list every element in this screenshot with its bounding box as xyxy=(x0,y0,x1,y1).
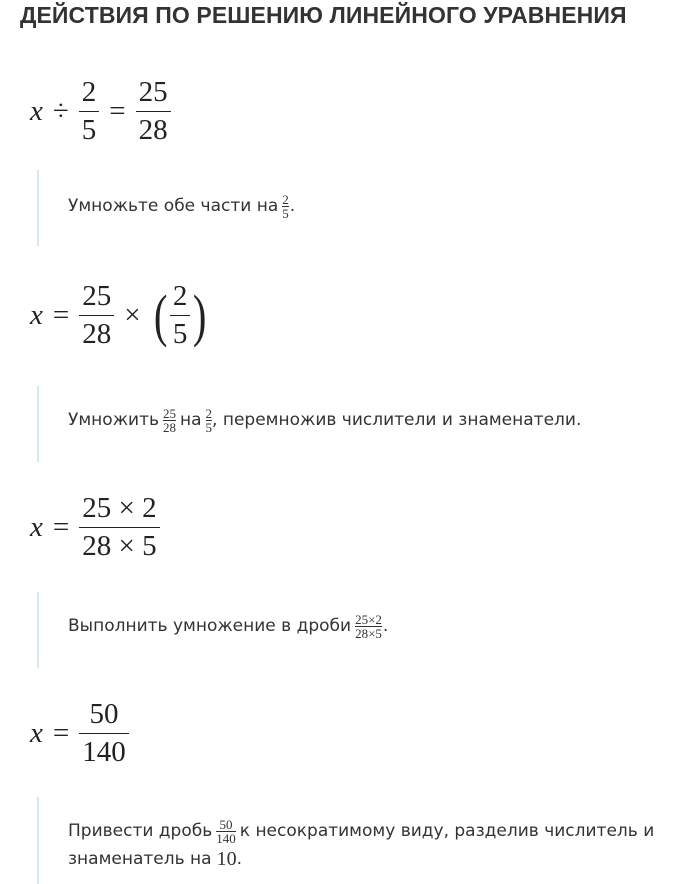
divisor-number: 10 xyxy=(216,848,237,870)
numerator: 50 xyxy=(219,816,233,832)
step-text: Умножьте обе части на xyxy=(68,196,279,216)
fraction-2-5 xyxy=(79,76,100,147)
times-operator: × xyxy=(124,299,141,331)
numerator: 25 xyxy=(163,405,176,421)
page-title: ДЕЙСТВИЯ ПО РЕШЕНИЮ ЛИНЕЙНОГО УРАВНЕНИЯ xyxy=(20,2,627,28)
variable-x: x xyxy=(30,299,43,331)
step-explanation-2 xyxy=(37,386,581,462)
numerator: 2 xyxy=(282,191,289,207)
numerator: 25×2 xyxy=(355,611,382,627)
equation-1 xyxy=(30,76,171,147)
numerator: 50 xyxy=(89,698,119,730)
denominator: 28 xyxy=(136,111,171,147)
step-explanation-1 xyxy=(37,170,295,246)
step-text: на xyxy=(180,410,202,430)
numerator: 25 xyxy=(138,76,168,108)
period: . xyxy=(289,196,296,216)
step-explanation-4 xyxy=(37,797,684,884)
numerator: 2 xyxy=(81,76,97,108)
denominator: 28 xyxy=(163,419,176,435)
variable-x: x xyxy=(30,511,43,543)
numerator: 25 × 2 xyxy=(82,492,157,524)
denominator: 5 xyxy=(170,315,191,351)
step-text: Привести дробь xyxy=(68,821,213,841)
period: . xyxy=(236,849,242,869)
inline-fraction xyxy=(216,818,236,845)
variable-x: x xyxy=(30,717,43,749)
right-parenthesis: ) xyxy=(193,282,207,348)
equation-4 xyxy=(30,698,129,769)
step-text: Умножить xyxy=(68,410,159,430)
fraction-2-5 xyxy=(170,280,191,351)
fraction-50-140 xyxy=(79,698,129,769)
divide-operator: ÷ xyxy=(52,95,69,127)
equals-sign: = xyxy=(52,299,70,331)
equation-2 xyxy=(30,280,210,351)
step-text: , перемножив числители и знаменатели. xyxy=(212,410,582,430)
fraction-25-28 xyxy=(136,76,171,147)
equals-sign: = xyxy=(52,717,70,749)
step-text: Выполнить умножение в дроби xyxy=(68,616,352,636)
inline-fraction xyxy=(163,407,176,434)
equals-sign: = xyxy=(52,511,70,543)
step-explanation-3 xyxy=(37,592,388,668)
inline-fraction xyxy=(282,193,289,220)
denominator: 140 xyxy=(216,830,236,846)
numerator: 2 xyxy=(205,405,213,421)
denominator: 5 xyxy=(205,419,213,435)
denominator: 28×5 xyxy=(355,625,382,641)
fraction-product xyxy=(79,492,159,563)
period: . xyxy=(382,616,389,636)
fraction-25-28 xyxy=(79,280,114,351)
denominator: 28 xyxy=(79,315,114,351)
variable-x: x xyxy=(30,95,43,127)
inline-fraction xyxy=(355,613,382,640)
equals-sign: = xyxy=(109,95,126,127)
numerator: 2 xyxy=(172,280,188,312)
step-text: знаменатель на xyxy=(68,849,212,869)
denominator: 140 xyxy=(79,733,129,769)
step-text: к несократимому виду, разделив числитель и xyxy=(239,821,655,841)
equation-3 xyxy=(30,492,160,563)
numerator: 25 xyxy=(82,280,112,312)
denominator: 5 xyxy=(79,111,100,147)
denominator: 28 × 5 xyxy=(79,527,159,563)
denominator: 5 xyxy=(282,205,289,221)
left-parenthesis: ( xyxy=(153,282,168,348)
